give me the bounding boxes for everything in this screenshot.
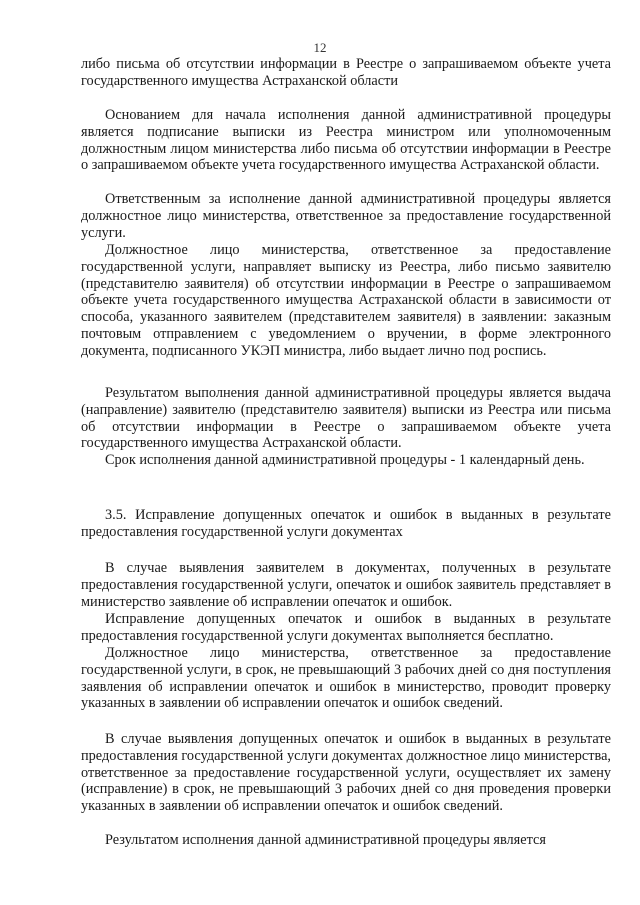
paragraph-delivery: Должностное лицо министерства, ответственное за предоставление государственной услуги, направляет выписку из Реестра, либо письмо заявителю (представителю заявителя) об отсутствии информации в Реестре о запрашиваемом объекте учета государственного имущества Астраханской области в зависимости от способа, указанного заявителем (представителем заявителя) в заявлении: заказным почтовым отправлением с уведомлением о вручении, в форме электронного документа, подписанного УКЭП министра, либо выдает лично под роспись. [81,242,611,359]
paragraph-error-detection: В случае выявления заявителем в документах, полученных в результате предоставления государственной услуги, опечаток и ошибок заявитель представляет в министерство заявление об исправлении опечаток и ошибок. [81,560,611,610]
section-heading-3-5: 3.5. Исправление допущенных опечаток и ошибок в выданных в результате предоставления государственной услуги документах [81,507,611,540]
paragraph-free-correction: Исправление допущенных опечаток и ошибок в выданных в результате предоставления государственной услуги документах выполняется бесплатно. [81,611,611,644]
paragraph-result-start: Результатом исполнения данной административной процедуры является [105,832,546,848]
paragraph-result: Результатом выполнения данной административной процедуры является выдача (направление) заявителю (представителю заявителя) выписки из Реестра или письма об отсутствии информации в Реестре о запрашиваемом объекте учета государственного имущества Астраханской области. [81,385,611,452]
paragraph-basis: Основанием для начала исполнения данной административной процедуры является подписание выписки из Реестра министром или уполномоченным должностным лицом министерства либо письма об отсутствии информации в Реестре о запрашиваемом объекте учета государственного имущества Астраханской области. [81,107,611,174]
paragraph-responsible: Ответственным за исполнение данной административной процедуры является должностное лицо министерства, ответственное за предоставление государственной услуги. [81,191,611,241]
paragraph-replacement: В случае выявления допущенных опечаток и ошибок в выданных в результате предоставления государственной услуги документах должностное лицо министерства, ответственное за предоставление государственной услуги, осуществляет их замену (исправление) в срок, не превышающий 3 рабочих дней со дня проведения проверки указанных в заявлении об исправлении опечаток и ошибок сведений. [81,731,611,815]
paragraph-continuation: либо письма об отсутствии информации в Реестре о запрашиваемом объекте учета государственного имущества Астраханской области [81,56,611,89]
paragraph-deadline: Срок исполнения данной административной процедуры - 1 календарный день. [105,452,585,468]
page-number: 12 [313,40,327,55]
paragraph-check: Должностное лицо министерства, ответственное за предоставление государственной услуги, в срок, не превышающий 3 рабочих дней со дня поступления заявления об исправлении опечаток и ошибок в министерство, проводит проверку указанных в заявлении об исправлении опечаток и ошибок сведений. [81,645,611,712]
